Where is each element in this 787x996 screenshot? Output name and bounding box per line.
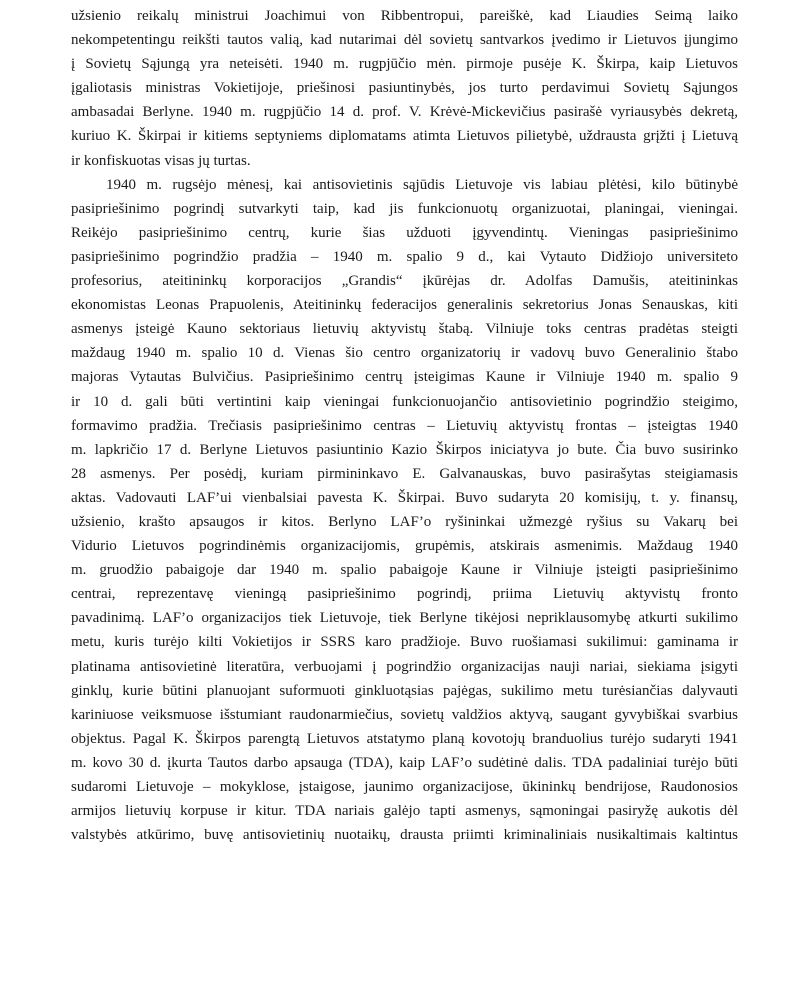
text-line: centrai, reprezentavę vieningą pasipriešinimo pogrindį, priima Lietuvių aktyvistų fronto bbox=[71, 586, 738, 603]
text-line: Vidurio Lietuvos pogrindinėmis organizacijomis, grupėmis, atskirais asmenimis. Maždaug 1940 bbox=[71, 538, 738, 555]
text-line: ir konfiskuotas visas jų turtas. bbox=[71, 152, 251, 169]
text-line: nekompetentingu reikšti tautos valią, kad nutarimai dėl sovietų santvarkos įvedimo ir Lietuvos įjungimo bbox=[71, 32, 738, 49]
text-line: maždaug 1940 m. spalio 10 d. Vienas šio centro organizatorių ir vadovų buvo Generalinio štabo bbox=[71, 345, 738, 362]
document-body bbox=[71, 4, 738, 847]
text-line: užsienio, krašto apsaugos ir kitos. Berlyno LAF’o ryšininkai užmezgė ryšius su Vakarų bei bbox=[71, 513, 738, 530]
paragraph bbox=[71, 173, 738, 848]
text-line: aktas. Vadovauti LAF’ui vienbalsiai pavesta K. Škirpai. Buvo sudaryta 20 komisijų, t. y. finansų, bbox=[71, 489, 738, 506]
text-line: profesorius, ateitininkų korporacijos „Grandis“ įkūrėjas dr. Adolfas Damušis, ateitininkas bbox=[71, 273, 738, 290]
text-line: 1940 m. rugsėjo mėnesį, kai antisovietinis sąjūdis Lietuvoje vis labiau plėtėsi, kilo būtinybė bbox=[106, 176, 738, 193]
text-line: m. gruodžio pabaigoje dar 1940 m. spalio pabaigoje Kaune ir Vilniuje įsteigti pasipriešinimo bbox=[71, 562, 738, 579]
text-line: Reikėjo pasipriešinimo centrų, kurie šias užduoti įgyvendintų. Vieningas pasipriešinimo bbox=[71, 224, 738, 241]
text-line: majoras Vytautas Bulvičius. Pasipriešinimo centrų įsteigimas Kaune ir Vilniuje 1940 m. spalio 9 bbox=[71, 369, 738, 386]
text-line: ginklų, kurie būtini planuojant suformuoti ginkluotąsias pajėgas, sukilimo metu turėsiančias dalyvauti bbox=[71, 682, 738, 699]
text-line: platinama antisovietinė literatūra, verbuojami į pogrindžio organizacijas nauji nariai, siekiama įsigyti bbox=[71, 658, 738, 675]
text-line: ambasadai Berlyne. 1940 m. rugpjūčio 14 d. prof. V. Krėvė-Mickevičius pasirašė vyriausybės dekretą, bbox=[71, 104, 738, 121]
text-line: ekonomistas Leonas Prapuolenis, Ateitininkų federacijos generalinis sekretorius Jonas Senauskas, kiti bbox=[71, 297, 738, 314]
text-line: pasipriešinimo pogrindį sutvarkyti taip, kad jis funkcionuotų organizuotai, planingai, vieningai. bbox=[71, 200, 738, 217]
text-line: objektus. Pagal K. Škirpos parengtą Lietuvos atstatymo planą kovotojų branduolius turėjo sudaryti 1941 bbox=[71, 730, 738, 747]
text-line: armijos lietuvių korpuse ir kitur. TDA nariais galėjo tapti asmenys, sąmoningai pasiryžę aukotis dėl bbox=[71, 803, 738, 820]
text-line: m. lapkričio 17 d. Berlyne Lietuvos pasiuntinio Kazio Škirpos iniciatyva jo bute. Čia buvo susirinko bbox=[71, 441, 738, 458]
text-line: asmenys įsteigė Kauno sektoriaus lietuvių aktyvistų štabą. Vilniuje toks centras pradėtas steigti bbox=[71, 321, 738, 338]
text-line: pavadinimą. LAF’o organizacijos tiek Lietuvoje, tiek Berlyne tikėjosi nepriklausomybę atkurti sukilimo bbox=[71, 610, 738, 627]
text-line: m. kovo 30 d. įkurta Tautos darbo apsauga (TDA), kaip LAF’o sudėtinė dalis. TDA padaliniai turėjo būti bbox=[71, 754, 738, 771]
text-line: metu, kuris turėjo kilti Vokietijos ir SSRS karo pradžioje. Buvo ruošiamasi sukilimui: gaminama ir bbox=[71, 634, 738, 651]
text-line: sudaromi Lietuvoje – mokyklose, įstaigose, jaunimo organizacijose, ūkininkų bendrijose, Raudonosios bbox=[71, 779, 738, 795]
text-line: valstybės atkūrimo, buvę antisovietinių nuotaikų, drausta priimti kriminaliniais nusikaltimais kaltintus bbox=[71, 827, 738, 844]
text-line: užsienio reikalų ministrui Joachimui von Ribbentropui, pareiškė, kad Liaudies Seimą laiko bbox=[71, 8, 738, 24]
text-line: į Sovietų Sąjungą yra neteisėti. 1940 m. rugpjūčio mėn. pirmoje pusėje K. Škirpa, kaip Lietuvos bbox=[71, 56, 738, 73]
text-line: kariniuose veiksmuose išstumiant raudonarmiečius, sovietų valdžios aktyvą, saugant gyvybiškai svarbius bbox=[71, 706, 738, 723]
text-line: ir 10 d. gali būti vertintini kaip vieningai funkcionuojančio antisovietinio pogrindžio steigimo, bbox=[71, 393, 738, 410]
paragraph bbox=[71, 4, 738, 173]
text-line: įgaliotasis ministras Vokietijoje, priešinosi pasiuntinybės, jos turto perdavimui Sovietų Sąjungos bbox=[71, 80, 738, 97]
text-line: kuriuo K. Škirpai ir kitiems septyniems diplomatams atimta Lietuvos pilietybė, uždrausta grįžti į Lietuvą bbox=[71, 128, 738, 145]
text-line: 28 asmenys. Per posėdį, kuriam pirmininkavo E. Galvanauskas, buvo pasirašytas steigiamasis bbox=[71, 465, 738, 482]
text-line: formavimo pradžia. Trečiasis pasipriešinimo centras – Lietuvių aktyvistų frontas – įsteigtas 1940 bbox=[71, 417, 738, 434]
text-line: pasipriešinimo pogrindžio pradžia – 1940 m. spalio 9 d., kai Vytauto Didžiojo universiteto bbox=[71, 248, 738, 265]
